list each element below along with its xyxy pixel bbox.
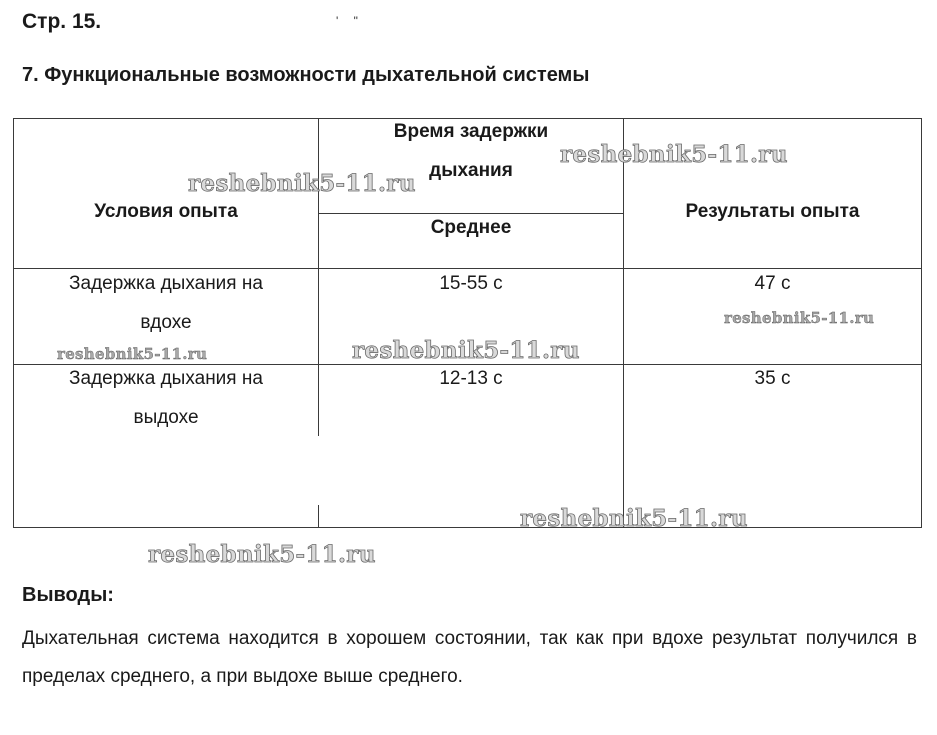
watermark: reshebnik5-11.ru xyxy=(560,141,788,168)
watermark: reshebnik5-11.ru xyxy=(57,345,208,363)
header-conditions: Условия опыта xyxy=(94,201,238,222)
row1-average: 15-55 с xyxy=(439,273,503,294)
row2-condition-line2: выдохе xyxy=(133,407,199,428)
table-column-divider-1b xyxy=(318,505,319,528)
table-border-right xyxy=(921,118,922,528)
conclusions-title: Выводы: xyxy=(22,584,114,606)
table-border-bottom xyxy=(13,527,922,528)
watermark: reshebnik5-11.ru xyxy=(188,170,416,197)
row2-result: 35 с xyxy=(754,368,791,389)
header-average: Среднее xyxy=(430,217,512,238)
row1-condition-line1: Задержка дыхания на xyxy=(69,273,263,294)
row1-condition-line2: вдохе xyxy=(140,312,192,333)
conclusions-text: Дыхательная система находится в хорошем состоянии, так как при вдохе результат получился в пределах среднего, а при выдохе выше среднего. xyxy=(22,628,917,687)
row2-condition-line1: Задержка дыхания на xyxy=(69,368,263,389)
header-time-line1: Время задержки xyxy=(393,121,549,142)
section-heading: 7. Функциональные возможности дыхательной системы xyxy=(22,64,590,86)
row2-average: 12-13 с xyxy=(439,368,503,389)
watermark: reshebnik5-11.ru xyxy=(352,337,580,364)
header-results: Результаты опыта xyxy=(685,201,860,222)
watermark: reshebnik5-11.ru xyxy=(520,505,748,532)
table-column-divider-2 xyxy=(623,118,624,528)
stray-marks: ' " xyxy=(336,14,364,28)
watermark: reshebnik5-11.ru xyxy=(724,309,875,327)
watermark: reshebnik5-11.ru xyxy=(148,541,376,568)
row1-result: 47 с xyxy=(754,273,791,294)
page-number: Стр. 15. xyxy=(22,10,102,33)
header-time-line2: дыхания xyxy=(429,160,513,181)
